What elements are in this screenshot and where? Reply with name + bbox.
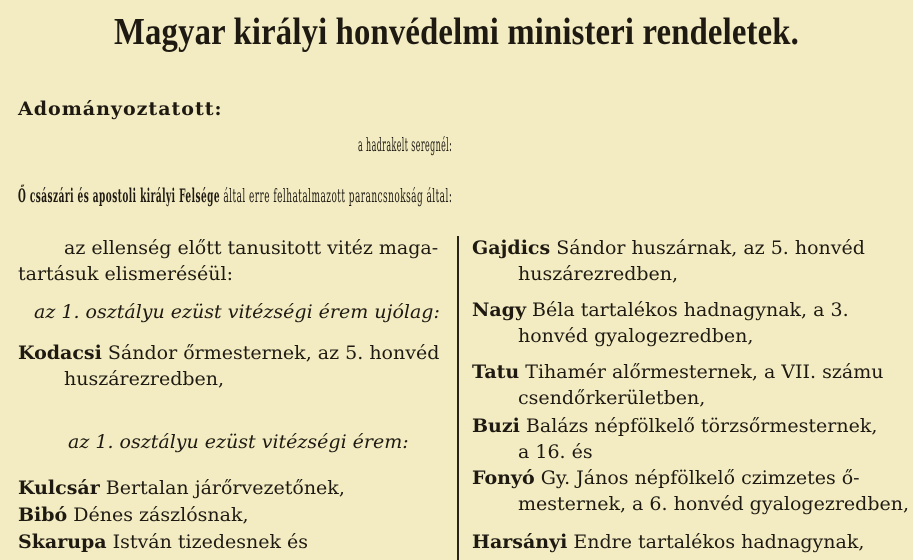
left-intro-line-1: az ellenség előtt tanusitott vitéz maga-: [64, 237, 439, 259]
entry-name: Gajdics: [472, 237, 551, 259]
left-entry-2: [18, 476, 345, 500]
entry-name: Kulcsár: [18, 477, 100, 499]
right-entry-2-line-2: honvéd gyalogezredben,: [518, 325, 754, 347]
left-entry-1-line-1: [18, 341, 439, 365]
right-entry-1-line-2: huszárezredben,: [518, 263, 679, 285]
entry-name: Tatu: [472, 361, 520, 383]
right-entry-4-line-2: a 16. és: [518, 441, 593, 463]
column-divider: [457, 236, 459, 560]
entry-text: Balázs népfölkelő törzsőrmesternek,: [519, 415, 878, 437]
entry-name: Kodacsi: [18, 342, 102, 364]
authority-bold: Ő császári és apostoli királyi Felsége: [18, 185, 221, 207]
right-entry-6-line-1: [472, 530, 864, 554]
entry-text: István tizedesnek és: [106, 531, 309, 553]
section-heading: Adományoztatott:: [18, 98, 223, 120]
entry-text: Endre tartalékos hadnagynak,: [567, 531, 865, 553]
award-heading-1: az 1. osztályu ezüst vitézségi érem ujólag:: [34, 301, 440, 323]
entry-name: Skarupa: [18, 531, 107, 553]
entry-name: Buzi: [472, 415, 520, 437]
entry-text: Sándor huszárnak, az 5. honvéd: [550, 237, 865, 259]
entry-name: Nagy: [472, 299, 527, 321]
entry-text: Béla tartalékos hadnagynak, a 3.: [526, 299, 849, 321]
award-heading-2: az 1. osztályu ezüst vitézségi érem:: [68, 431, 409, 453]
section-subheading: a hadrakelt seregnél:: [358, 134, 453, 156]
right-entry-3-line-1: [472, 360, 883, 384]
left-entry-3: [18, 503, 249, 527]
left-entry-4: [18, 530, 308, 554]
right-entry-5-line-1: [472, 466, 860, 490]
left-intro-line-2: tartásuk elismeréséül:: [18, 263, 233, 285]
right-entry-3-line-2: csendőrkerületben,: [518, 387, 706, 409]
right-entry-1-line-1: [472, 236, 865, 260]
entry-name: Fonyó: [472, 467, 535, 489]
authority-line: [18, 184, 452, 208]
right-entry-4-line-1: [472, 414, 877, 438]
entry-text: Dénes zászlósnak,: [67, 504, 249, 526]
entry-text: Tihamér alőrmesternek, a VII. számu: [519, 361, 884, 383]
left-entry-1-line-2: huszárezredben,: [64, 368, 225, 390]
entry-text: Bertalan járőrvezetőnek,: [99, 477, 345, 499]
entry-text: Gy. János népfölkelő czimzetes ő-: [534, 467, 860, 489]
authority-rest: által erre felhatalmazott parancsnokság által:: [220, 185, 453, 207]
right-entry-2-line-1: [472, 298, 849, 322]
entry-name: Bibó: [18, 504, 68, 526]
right-entry-5-line-2: mesternek, a 6. honvéd gyalogezredben,: [518, 493, 910, 515]
entry-text: Sándor őrmesternek, az 5. honvéd: [101, 342, 440, 364]
page-title: Magyar királyi honvédelmi ministeri rendeletek.: [114, 11, 799, 53]
entry-name: Harsányi: [472, 531, 568, 553]
